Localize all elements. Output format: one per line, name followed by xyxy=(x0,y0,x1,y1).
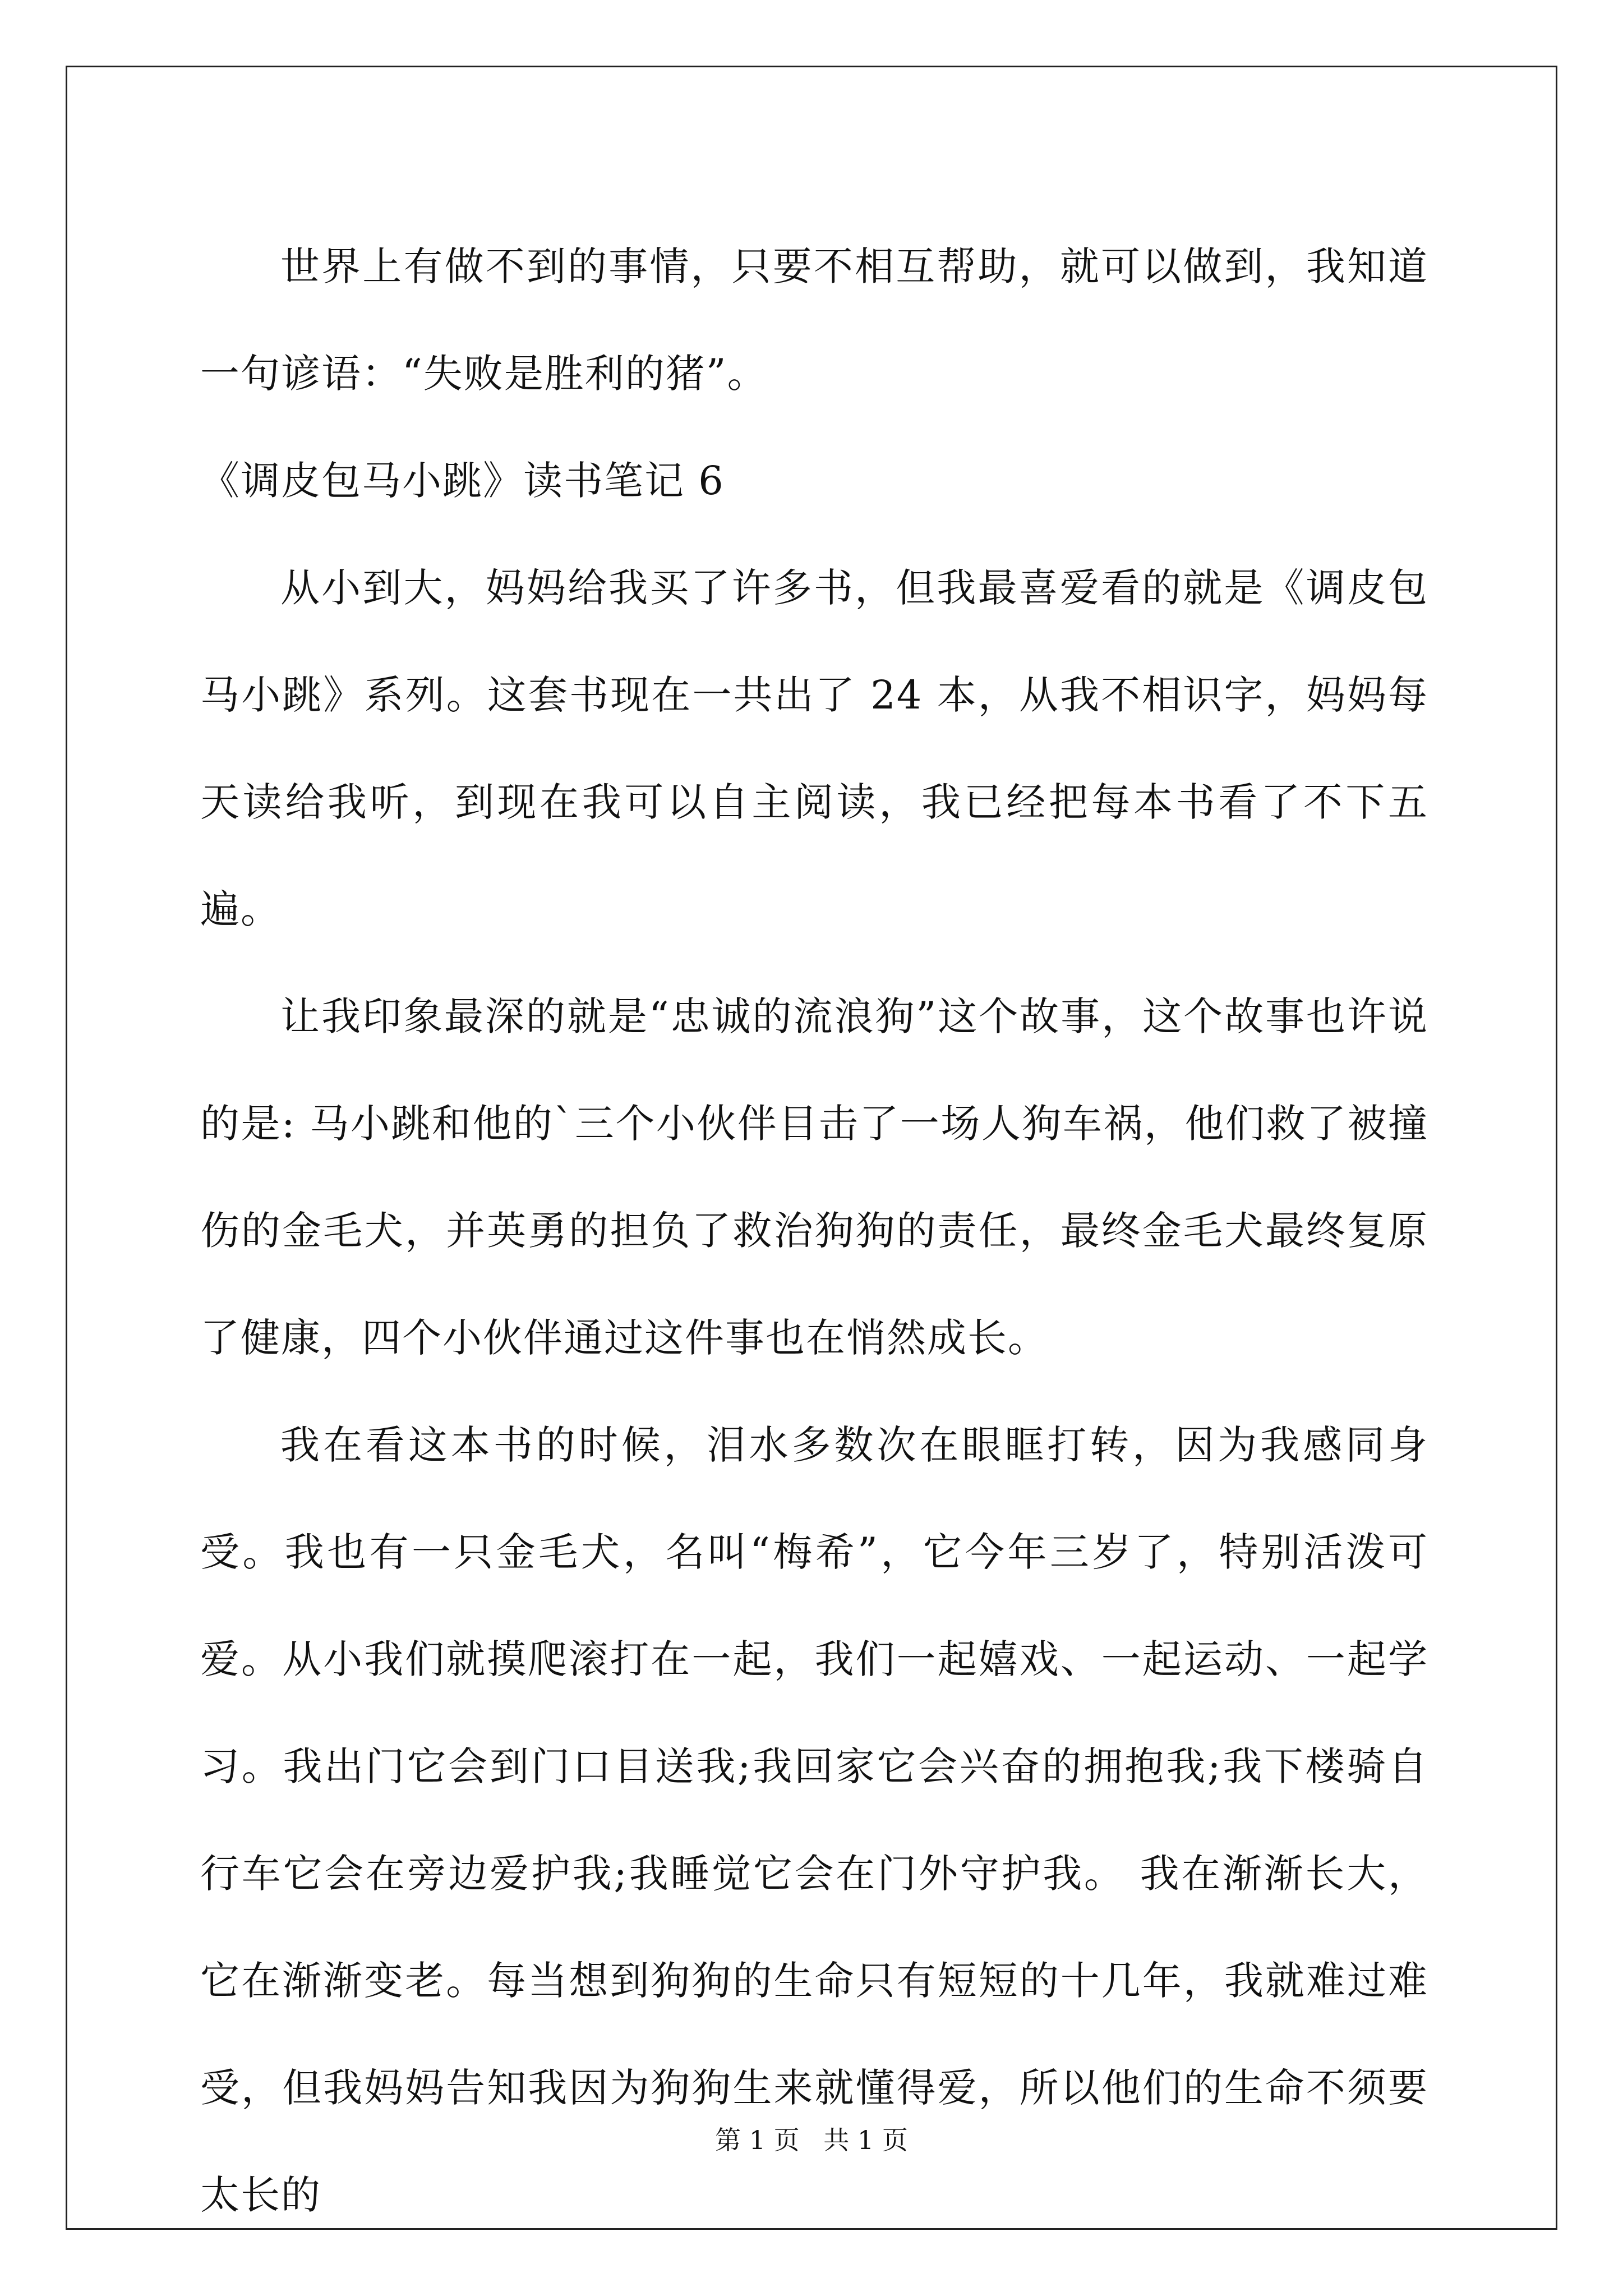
paragraph-4: 我在看这本书的时候，泪水多数次在眼眶打转，因为我感同身受。我也有一只金毛犬，名叫“梅希”，它今年三岁了，特别活泼可爱。从小我们就摸爬滚打在一起，我们一起嬉戏、一起运动、一起学习。我出门它会到门口目送我;我回家它会兴奋的拥抱我;我下楼骑自行车它会在旁边爱护我;我睡觉它会在门外守护我。 我在渐渐长大，它在渐渐变老。每当想到狗狗的生命只有短短的十几年，我就难过难受，但我妈妈告知我因为狗狗生来就懂得爱，所以他们的生命不须要太长的 xyxy=(200,1422,1428,2218)
document-body xyxy=(200,213,1428,2249)
paragraph-2: 从小到大，妈妈给我买了许多书，但我最喜爱看的就是《调皮包马小跳》系列。这套书现在一共出了 24 本，从我不相识字，妈妈每天读给我听，到现在我可以自主阅读，我已经把每本书看了不下五遍。 xyxy=(200,565,1428,932)
page-footer xyxy=(0,2123,1623,2157)
paragraph-3: 让我印象最深的就是“忠诚的流浪狗”这个故事，这个故事也许说的是: 马小跳和他的`三个小伙伴目击了一场人狗车祸，他们救了被撞伤的金毛犬，并英勇的担负了救治狗狗的责任，最终金毛犬最终复原了健康，四个小伙伴通过这件事也在悄然成长。 xyxy=(200,993,1428,1361)
page-number-current: 第 1 页 xyxy=(715,2125,800,2155)
paragraph-1: 世界上有做不到的事情，只要不相互帮助，就可以做到，我知道一句谚语：“失败是胜利的猪”。 xyxy=(200,243,1428,397)
page-number-total: 共 1 页 xyxy=(823,2125,908,2155)
section-heading: 《调皮包马小跳》读书笔记 6 xyxy=(200,458,725,504)
